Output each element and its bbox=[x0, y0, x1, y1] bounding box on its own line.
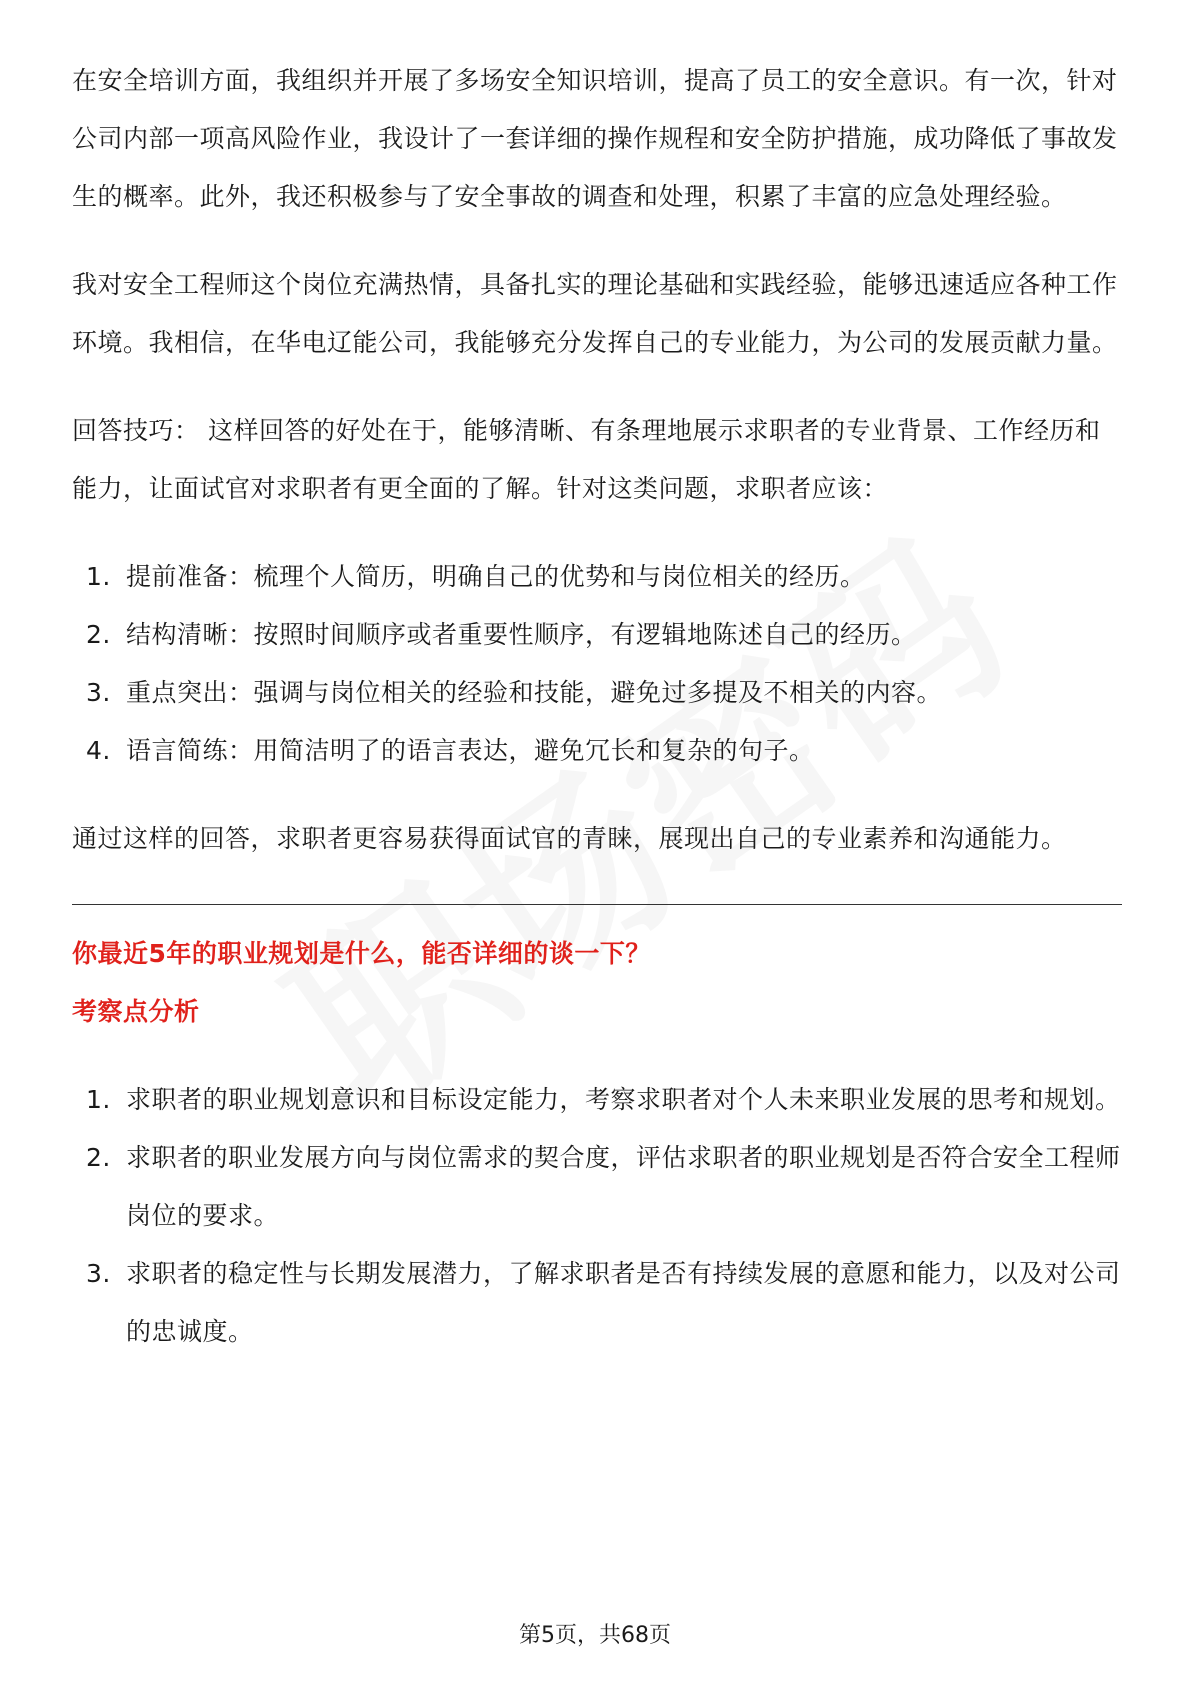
question-title: 你最近5年的职业规划是什么，能否详细的谈一下？ bbox=[72, 939, 651, 968]
paragraph-passion: 我对安全工程师这个岗位充满热情，具备扎实的理论基础和实践经验，能够迅速适应各种工作环境。我相信，在华电辽能公司，我能够充分发挥自己的专业能力，为公司的发展贡献力量。 bbox=[72, 270, 1118, 357]
list-item: 3. 求职者的稳定性与长期发展潜力，了解求职者是否有持续发展的意愿和能力，以及对公司的忠诚度。 bbox=[86, 1259, 1121, 1346]
paragraph-closing: 通过这样的回答，求职者更容易获得面试官的青睐，展现出自己的专业素养和沟通能力。 bbox=[72, 824, 1067, 853]
list-item: 1. 提前准备：梳理个人简历，明确自己的优势和与岗位相关的经历。 bbox=[86, 562, 866, 591]
list-item: 1. 求职者的职业规划意识和目标设定能力，考察求职者对个人未来职业发展的思考和规划。 bbox=[86, 1085, 1121, 1114]
document-page bbox=[72, 52, 1122, 1391]
analysis-heading: 考察点分析 bbox=[72, 997, 200, 1026]
list-item: 4. 语言简练：用简洁明了的语言表达，避免冗长和复杂的句子。 bbox=[86, 736, 815, 765]
tips-list bbox=[72, 548, 1122, 780]
paragraph-answer-tips: 回答技巧： 这样回答的好处在于，能够清晰、有条理地展示求职者的专业背景、工作经历和能力，让面试官对求职者有更全面的了解。针对这类问题，求职者应该： bbox=[72, 416, 1101, 503]
list-item: 2. 求职者的职业发展方向与岗位需求的契合度，评估求职者的职业规划是否符合安全工程师岗位的要求。 bbox=[86, 1143, 1121, 1230]
page-number: 第5页，共68页 bbox=[519, 1623, 671, 1648]
section-divider bbox=[72, 904, 1122, 905]
list-item: 3. 重点突出：强调与岗位相关的经验和技能，避免过多提及不相关的内容。 bbox=[86, 678, 943, 707]
list-item: 2. 结构清晰：按照时间顺序或者重要性顺序，有逻辑地陈述自己的经历。 bbox=[86, 620, 917, 649]
analysis-points-list bbox=[72, 1071, 1122, 1361]
paragraph-safety-training: 在安全培训方面，我组织并开展了多场安全知识培训，提高了员工的安全意识。有一次，针对公司内部一项高风险作业，我设计了一套详细的操作规程和安全防护措施，成功降低了事故发生的概率。此外，我还积极参与了安全事故的调查和处理，积累了丰富的应急处理经验。 bbox=[72, 66, 1118, 211]
